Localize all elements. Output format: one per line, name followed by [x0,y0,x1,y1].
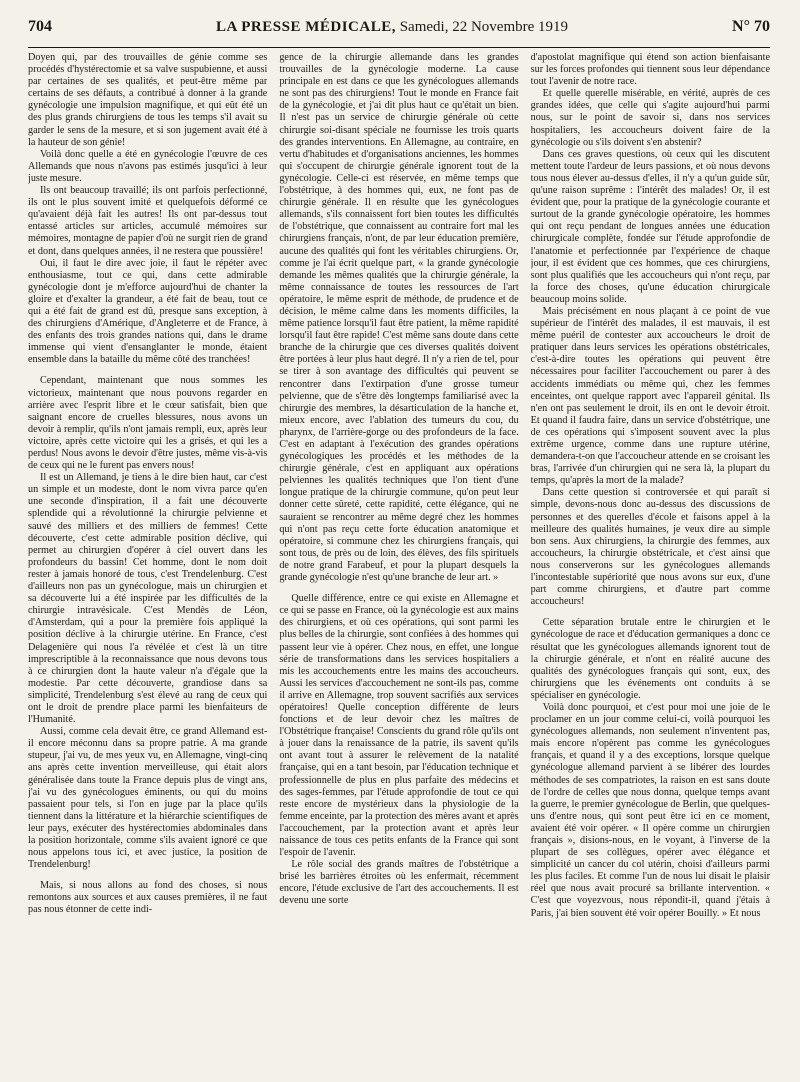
paragraph: Dans ces graves questions, où ceux qui les discutent mettent toute l'ardeur de leurs passions, et où nous devons tous nous élever au-dessus d'elles, il n'y a qu'un guide sûr, qu'une raison suprême : l'intérêt des malades! Or, il est évident que, pour la pratique de la gynécologie courante et surtout de la grande gynécologie opératoire, les hommes qui ont reçu pendant de longues années une éducation chirurgicale complète, fondée sur l'étude approfondie de l'anatomie et perfectionnée par l'expérience de chaque jour, il est évident que ces hommes, que ces chirurgiens, sont plus qualifiés que les accoucheurs qui n'ont reçu, par la force des choses, qu'une éducation chirurgicale beaucoup moins solide. [530,148,770,305]
column-2 [279,52,518,1072]
issue-date: Samedi, 22 Novembre 1919 [399,19,569,35]
paragraph: Voilà donc quelle a été en gynécologie l'œuvre de ces Allemands que nous n'avons pas estimés jusqu'ici à leur juste mesure. [28,148,268,184]
paragraph: gence de la chirurgie allemande dans les grandes trouvailles de la gynécologie moderne. La cause principale en est dans ce que les gynécologues allemands ne sont pas des chirurgiens! Tout le monde en France fait de la gynécologie, et j'ai dit plus haut ce qu'était un bien. Il n'est pas un service de chirurgie générale où cette chirurgie soi-disant spéciale ne fournisse les trois quarts des grandes interventions. En Allemagne, au contraire, en vertu d'habitudes et d'organisations anciennes, les hommes qui s'occupent de chirurgie générale ignorent tout de la gynécologie. Celle-ci est réservée, en même temps que l'obstétrique, à des hommes qui, eux, ne font pas de chirurgie générale. Il en résulte que les gynécologues allemands, s'ils connaissent fort bien toutes les difficultés de l'obstétrique, que connaissent au contraire fort mal les chirurgiens français, n'ont, de par leur éducation première, aucune des qualités qui font les véritables chirurgiens. Or, comme je l'ai écrit quelque part, « la grande gynécologie demande les mêmes qualités que la chirurgie générale, la même connaissance de toutes les ressources de l'art opératoire, le même esprit de méthode, de prudence et de décision, le même calme dans les moments difficiles, la même patience lorsqu'il faut être patient, la même rapidité lorsqu'il faut être rapide! C'est même sans doute dans cette branche de la chirurgie que ces diverses qualités doivent être portées à leur plus haut degré. Il n'y a rien de tel, pour se tirer à son avantage des difficultés qui peuvent se rencontrer dans l'extirpation d'une grosse tumeur pelvienne, que de s'être dès longtemps familiarisé avec la chirurgie des membres, la désarticulation de la hanche et, mieux encore, avec l'ablation des tumeurs du cou, du pharynx, de l'arrière-gorge ou des profondeurs de la face. C'est en adaptant à l'exécution des grandes opérations gynécologiques les procédés et les méthodes de la chirurgie générale, c'est en appliquant aux opérations pelviennes les qualités techniques que l'on tient d'une longue pratique de la chirurgie commune, qu'on peut leur donner cette sûreté, cette rapidité, cette élégance, qui ne sauraient se rencontrer au même degré chez les hommes qui n'ont pas reçu cette forte éducation anatomique et opératoire, si commune chez les chirurgiens français, qui sont tous, de près ou de loin, des élèves, des fils spirituels de notre grand Farabeuf, et pour la plupart desquels la grande gynécologie n'est qu'une branche de leur art. » [279,52,519,584]
paragraph: Cependant, maintenant que nous sommes les victorieux, maintenant que nous pouvons regarder en arrière avec l'esprit libre et le cœur satisfait, bien que saignant encore de cruelles blessures, nous avons un devoir à remplir, qu'ils n'ont jamais rempli, eux, après leur victoire, après cette victoire qui les a grisés, et qui les a perdus! Nous avons le devoir d'être justes, même vis-à-vis de ceux qui ne le furent pas envers nous! [28,375,268,472]
journal-title [216,19,568,36]
paragraph: Aussi, comme cela devait être, ce grand Allemand est-il encore méconnu dans sa propre patrie. A ma grande stupeur, j'ai vu, de mes yeux vu, en Allemagne, vingt-cinq ans après cette invention merveilleuse, qui était alors généralisée dans toute la France depuis plus de vingt ans, j'ai vu des gynécologues éminents, ou qui du moins passaient pour tels, si l'on en juge par la place qu'ils tiennent dans la littérature et la hiérarchie scientifiques de leur pays, exécuter des hystérectomies abdominales dans la position horizontale, comme s'ils avaient ignoré ce que nous appelons tous ici, et avec justice, la position de Trendelenburg! [28,726,268,871]
paragraph: Mais, si nous allons au fond des choses, si nous remontons aux sources et aux causes premières, il ne faut pas nous étonner de cette indi- [28,880,268,916]
article-columns [28,52,770,1072]
page-header [28,18,770,48]
paragraph: d'apostolat magnifique qui étend son action bienfaisante sur les forces profondes qui tiennent sous leur dépendance tout l'avenir de notre race. [530,52,770,88]
journal-name: LA PRESSE MÉDICALE, [216,19,396,35]
paragraph: Mais précisément en nous plaçant à ce point de vue supérieur de l'intérêt des malades, il est mauvais, il est même puéril de contester aux accoucheurs le droit de pratiquer dans leurs services les opérations obstétricales, c'est-à-dire toutes les opérations qui peuvent être nécessaires pour faciliter l'accouchement ou parer à des accidents immédiats ou même qui, chez les femmes enceintes, ont quelque rapport avec l'appareil génital. Ils n'en ont pas seulement le droit, ils en ont le devoir étroit. Et quand il faudra faire, dans un service d'obstétrique, une de ces opérations qui s'imposent souvent avec la plus extrême urgence, comme dans une rupture utérine, demandera-t-on que l'accoucheur attende en se croisant les bras, l'arrivée d'un chirurgien qui ne sera là, la plupart du temps, qu'après la mort de la malade? [530,305,770,487]
paragraph: Il est un Allemand, je tiens à le dire bien haut, car c'est un simple et un modeste, dont le nom vivra parce qu'en une seconde d'inspiration, il a fait une découverte splendide qui a révolutionné la chirurgie pelvienne et sauvé des milliers et des milliers de femmes! Cette découverte, c'est cette admirable position déclive, qui permet au chirurgien d'opérer à ciel ouvert dans les profondeurs du bassin! Cet homme, dont le nom doit rester à jamais honoré de tous, c'est Trendelenburg. C'est d'ailleurs non pas un gynécologue, mais un chirurgien et sa découverte lui a été inspirée par les difficultés de la chirurgie intravésicale. C'est Mendès de Léon, d'Amsterdam, qui a pour la première fois appliqué la position déclive à la chirurgie utérine. En France, c'est Delagenière qui nous l'a révélée et c'est là un titre imprescriptible à la reconnaissance que nous devons tous à ce chirurgien dont la haute valeur n'a d'égale que la modestie. Par cette découverte, grandiose dans sa simplicité, Trendelenburg s'est élevé au rang de ceux qui ont le droit de prendre place parmi les bienfaiteurs de l'Humanité. [28,472,268,726]
paragraph: Oui, il faut le dire avec joie, il faut le répéter avec enthousiasme, tout ce qui, dans cette admirable gynécologie dont je m'efforce aujourd'hui de chanter la gloire et d'exalter la grandeur, a été fait de beau, tout ce qui a été fait de grand est dû, presque sans exception, à des chirurgiens d'Amérique, d'Angleterre et de France, à des enfants des trois grandes nations qui, dans le drame immense qui vient d'ensanglanter le monde, étaient ensemble dans la bataille du même côté des tranchées! [28,257,268,366]
paragraph: Voilà donc pourquoi, et c'est pour moi une joie de le proclamer en un jour comme celui-ci, voilà pourquoi les gynécologues allemands, non seulement n'inventent pas, mais encore n'opèrent pas comme les gynécologues français, et quand il y a des exceptions, lorsque quelque gynécologue allemand parvient à se libérer des lourdes méthodes de ses compatriotes, la raison en est sans doute de l'ordre de celles que nous donna, quelque temps avant la guerre, le premier gynécologue de Berlin, que quelques-uns d'entre nous, qui sont peut être ici en ce moment, avaient été voir opérer. « Il opère comme un chirurgien français », disions-nous, en le voyant, à l'inverse de la plupart de ses collègues, opérer avec élégance et simplicité un cancer du col utérin, choisi d'ailleurs parmi les plus faciles. Et comme l'un de nous lui disait le plaisir réel que nous avait procuré sa brillante intervention. « C'est que voyezvous, nous répondit-il, quand j'étais à Paris, j'ai bien souvent été voir opérer Bouilly. » Et nous [530,701,770,919]
paragraph: Cette séparation brutale entre le chirurgien et le gynécologue de race et d'éducation germaniques a donc ce résultat que les gynécologues allemands ignorent tout de la chirurgie générale, et n'ont en réalité aucune des qualités des gynécologues français qui sont, eux, des chirurgiens que les événements ont conduits à se spécialiser en gynécologie. [530,617,770,701]
page-number: 704 [28,18,52,35]
paragraph: Le rôle social des grands maîtres de l'obstétrique a brisé les barrières étroites où les enfermait, récemment encore, l'étude exclusive de l'art des accouchements. Il est devenu une sorte [279,859,519,907]
paragraph: Quelle différence, entre ce qui existe en Allemagne et ce qui se passe en France, où la gynécologie est aux mains des chirurgiens, et où ces opérations, qui sont parmi les plus belles de la chirurgie, sont confiées à des hommes qui passent leur vie à opérer. Chez nous, en effet, une longue série de transformations dans les services hospitaliers a mis les accouchements entre les mains des accoucheurs. Aussi les services d'accouchement ne sont-ils pas, comme il arrive en Allemagne, trop souvent sacrifiés aux services opératoires! Quelle conception différente de leurs fonctions et de leur devoir chez les maîtres de l'Obstétrique française! Conscients du grand rôle qu'ils ont à jouer dans la renaissance de la patrie, ils savent qu'ils ont avant tout à assurer le relèvement de la natalité française, qui en a tant besoin, par l'éducation technique et professionnelle de plus en plus parfaite des médecins et des sages-femmes, par l'étude approfondie de tout ce qui reste encore de mystérieux dans la physiologie de la femme enceinte, par la protection des mères avant et après l'accouchement, par la protection avant et après leur naissance de tous ces petits enfants de la France qui sont l'espoir de l'avenir. [279,593,519,859]
paragraph: Doyen qui, par des trouvailles de génie comme ses procédés d'hystérectomie et sa valve suspubienne, et aussi par certaines de ses qualités, et peut-être même par certains de ses défauts, a contribué à donner à la grande gynécologie une impulsion magnifique, et qui eût été un des plus grands chirurgiens de tous les temps s'il avait su garder le sens de la mesure, et si son jugement avait été à la hauteur de son génie! [28,52,268,148]
issue-number: N° 70 [732,18,770,35]
paragraph: Ils ont beaucoup travaillé; ils ont parfois perfectionné, ils ont le plus souvent imité et quelquefois déformé ce qu'avaient déjà fait les autres! Ils ont par-dessus tout entassé articles sur articles, accumulé mémoires sur mémoires, montagne de papier d'où ne surgit rien de grand et dont, dans quelques années, il ne restera que poussière! [28,185,268,257]
column-1 [28,52,267,1072]
column-3 [531,52,770,1072]
paragraph: Dans cette question si controversée et qui paraît si simple, devons-nous donc au-dessus des discussions de personnes et des querelles d'école et faisons appel à la meilleure des qualités humaines, je veux dire au simple bon sens. Aux chirurgiens, la chirurgie des femmes, aux accoucheurs, la chirurgie obstétricale, et c'est ainsi que nous conserverons sur les gynécologues allemands l'incontestable supériorité que nous avons sur eux, d'une part comme chirurgiens, et d'autre part comme accoucheurs! [530,487,770,608]
paragraph: Et quelle querelle misérable, en vérité, auprès de ces grandes idées, que celle qui s'agite aujourd'hui parmi nous, sur le point de savoir si, dans nos services hospitaliers, les accoucheurs doivent faire de la gynécologie ou s'ils doivent s'en abstenir? [530,88,770,148]
